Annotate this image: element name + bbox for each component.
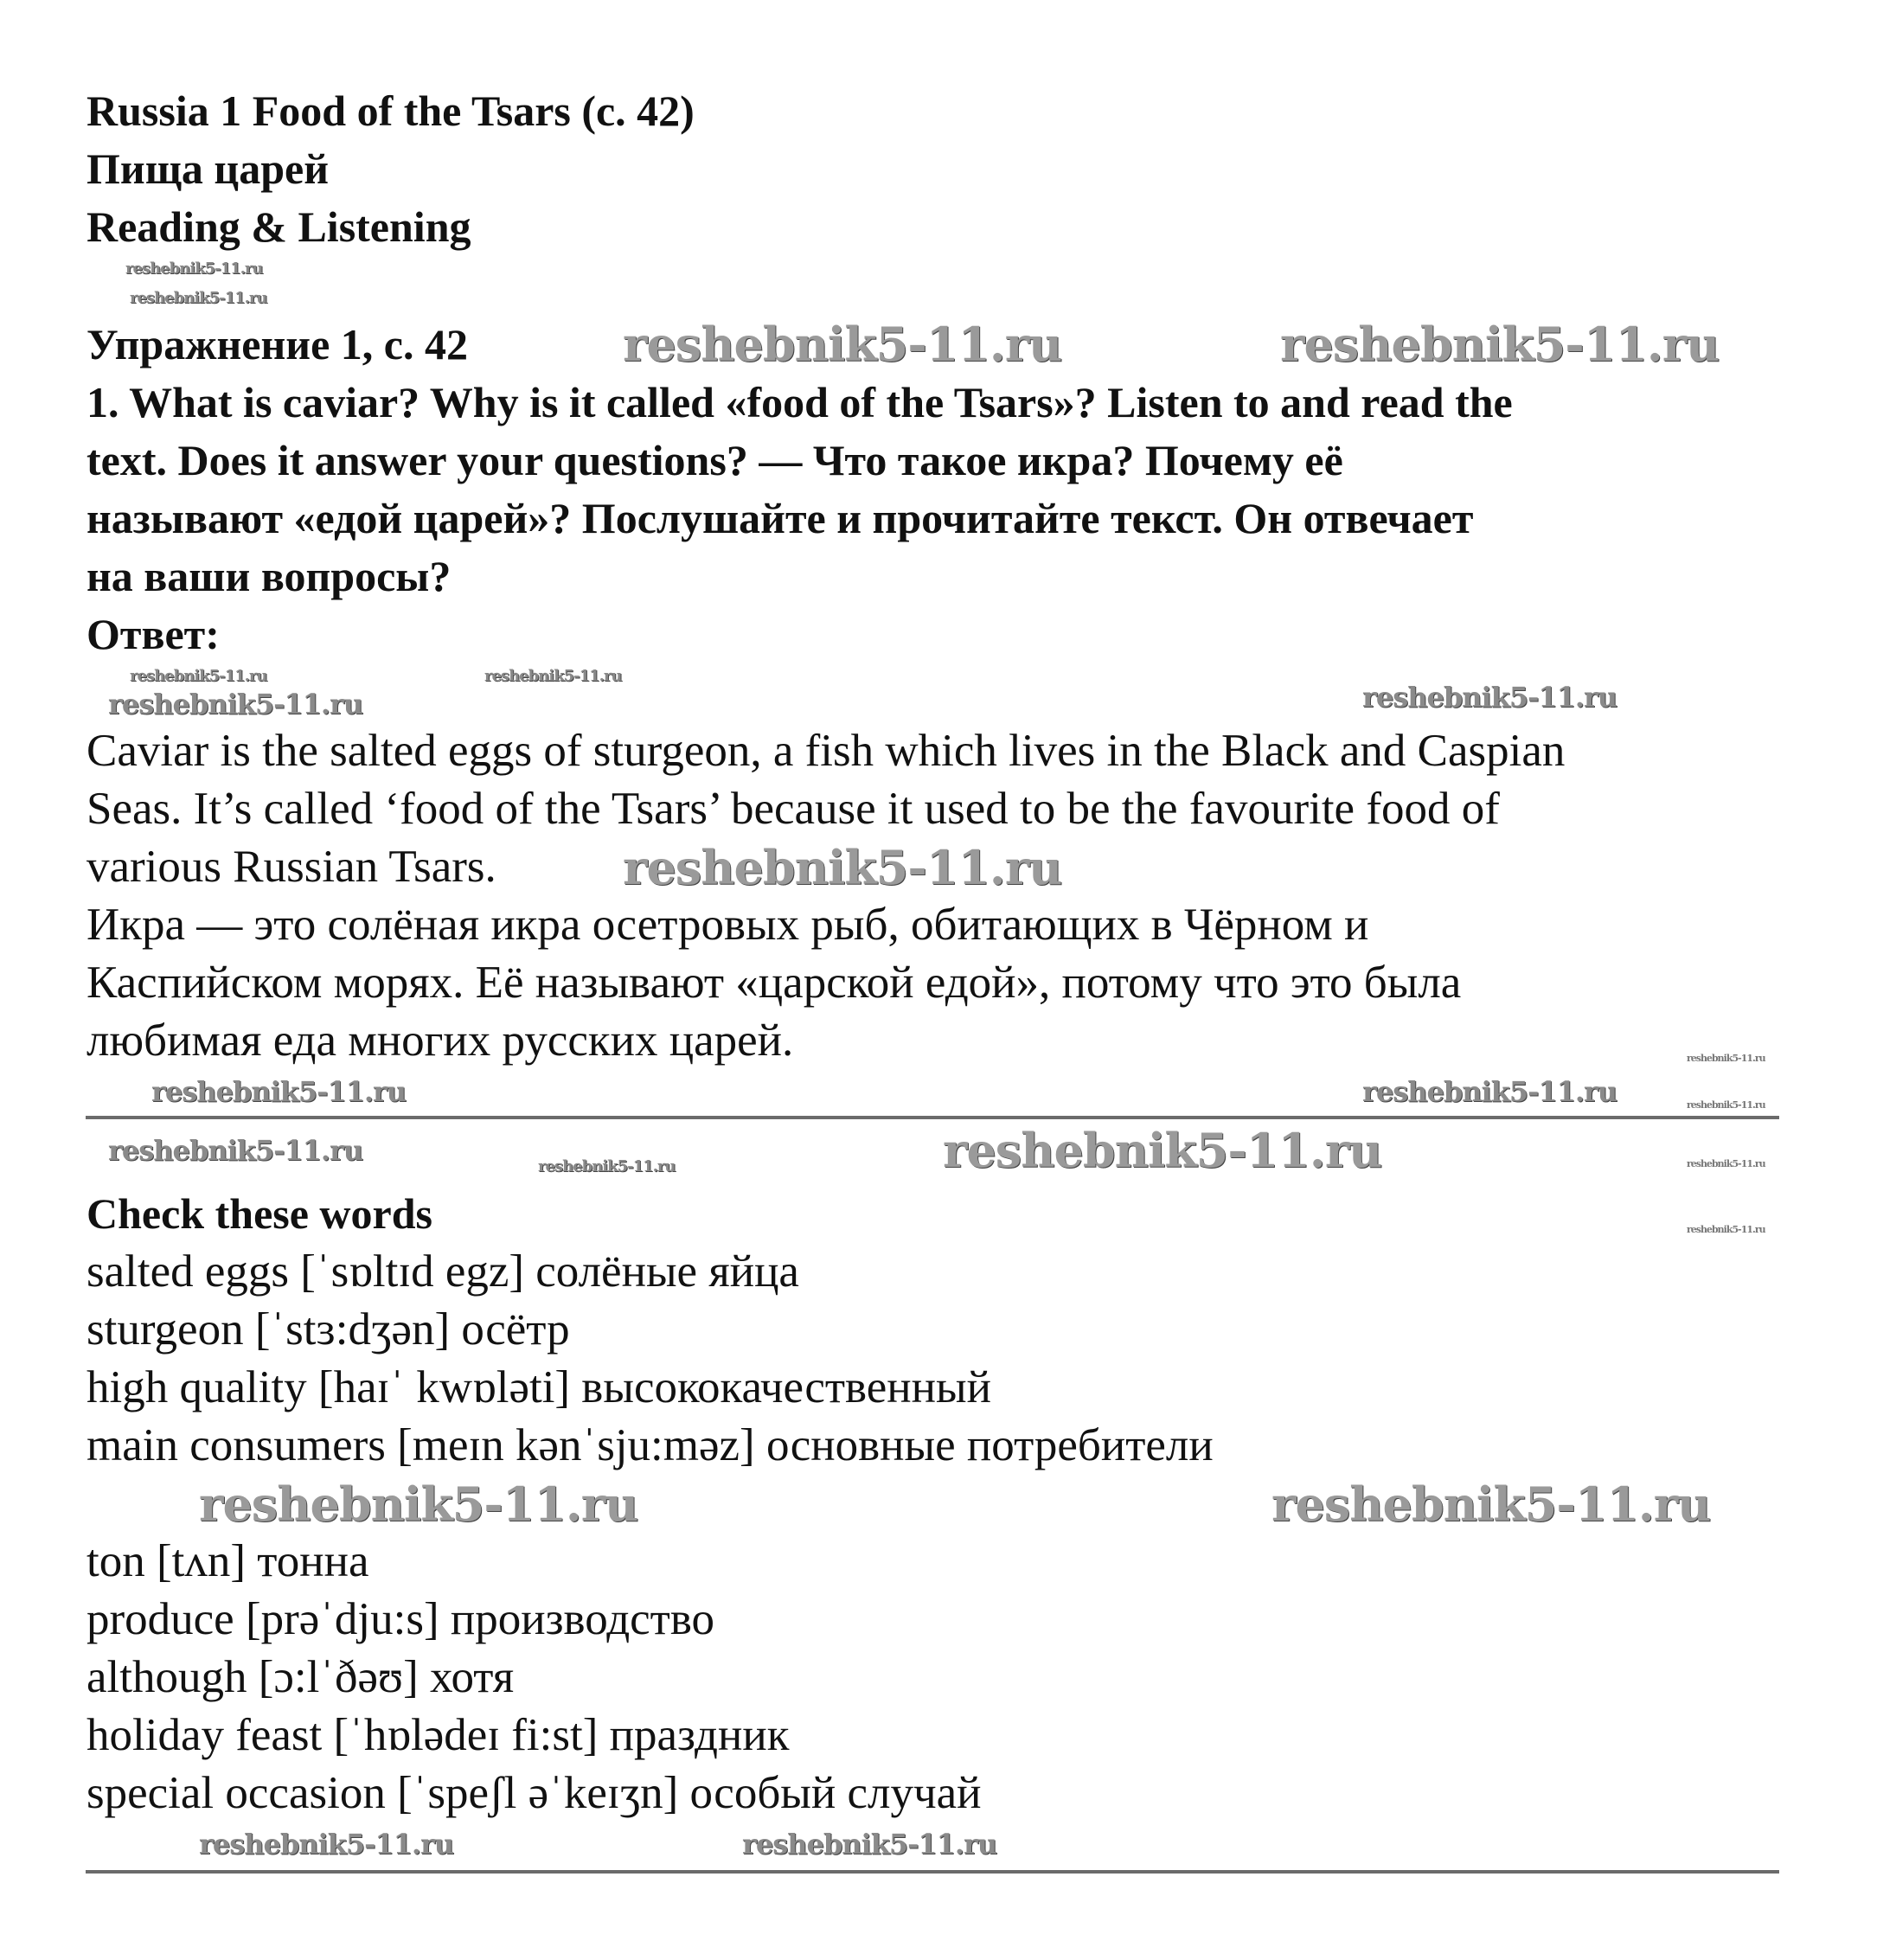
answer-ru-line: любимая еда многих русских царей. [86,1015,794,1066]
vocab-item: sturgeon [ˈstɜ:dʒən] осётр [86,1304,570,1355]
page-subtitle: Пища царей [86,144,330,193]
vocab-item: ton [tʌn] тонна [86,1536,369,1586]
watermark: reshebnik5-11.ru [151,1075,407,1108]
vocabulary-title: Check these words [86,1189,432,1238]
watermark: reshebnik5-11.ru [1271,1476,1711,1532]
watermark: reshebnik5-11.ru [1280,317,1720,372]
watermark: reshebnik5-11.ru [742,1828,997,1861]
vocabulary [86,1185,1799,1475]
answer-en-line: Seas. It’s called ‘food of the Tsars’ because it used to be the favourite food of [86,784,1500,834]
watermark: reshebnik5-11.ru [538,1157,676,1175]
watermark: reshebnik5-11.ru [125,259,263,278]
answer-ru-line: Каспийском морях. Её называют «царской едой», потому что это была [86,958,1462,1008]
watermark: reshebnik5-11.ru [623,317,1062,372]
vocab-item: although [ɔ:lˈðəʊ] хотя [86,1652,515,1702]
section-title: Reading & Listening [86,202,471,251]
watermark: reshebnik5-11.ru [484,667,622,685]
page-header [86,82,1799,256]
watermark: reshebnik5-11.ru [130,667,267,685]
watermark: reshebnik5-11.ru [130,289,267,307]
watermark: reshebnik5-11.ru [943,1123,1382,1178]
vocab-item: holiday feast [ˈhɒlədeɪ fi:st] праздник [86,1710,790,1760]
answer-text [86,722,1799,1070]
answer-en-line: Caviar is the salted eggs of sturgeon, a fish which lives in the Black and Caspian [86,726,1566,776]
page-title: Russia 1 Food of the Tsars (с. 42) [86,86,695,135]
question-line: на ваши вопросы? [86,552,452,600]
watermark: reshebnik5-11.ru [1687,1053,1765,1064]
vocab-item: high quality [haɪˈ kwɒləti] высококачественный [86,1362,991,1412]
watermark: reshebnik5-11.ru [623,840,1062,895]
vocab-item: special occasion [ˈspeʃl əˈkeɪʒn] особый случай [86,1768,982,1818]
divider [86,1116,1779,1119]
vocabulary-group-2 [86,1533,1799,1822]
question-line: 1. What is caviar? Why is it called «food of the Tsars»? Listen to and read the [86,378,1513,426]
watermark: reshebnik5-11.ru [1362,1075,1617,1108]
vocab-item: main consumers [meɪn kənˈsju:məz] основные потребители [86,1420,1214,1470]
vocab-item: produce [prəˈdju:s] производство [86,1594,715,1644]
watermark: reshebnik5-11.ru [1362,681,1617,714]
watermark: reshebnik5-11.ru [199,1828,454,1861]
watermark: reshebnik5-11.ru [199,1476,638,1532]
vocab-item: salted eggs [ˈsɒltɪd egz] солёные яйца [86,1246,799,1297]
divider [86,1870,1779,1874]
answer-label: Ответ: [86,610,220,658]
question-line: text. Does it answer your questions? — Что такое икра? Почему её [86,436,1343,484]
watermark: reshebnik5-11.ru [1687,1099,1765,1111]
exercise-label: Упражнение 1, с. 42 [86,320,468,368]
answer-en-line: various Russian Tsars. [86,842,496,892]
question-line: называют «едой царей»? Послушайте и прочитайте текст. Он отвечает [86,494,1474,542]
answer-ru-line: Икра — это солёная икра осетровых рыб, обитающих в Чёрном и [86,900,1369,950]
watermark: reshebnik5-11.ru [1687,1158,1765,1169]
watermark: reshebnik5-11.ru [1687,1224,1765,1235]
watermark: reshebnik5-11.ru [108,688,363,721]
watermark: reshebnik5-11.ru [108,1134,363,1167]
